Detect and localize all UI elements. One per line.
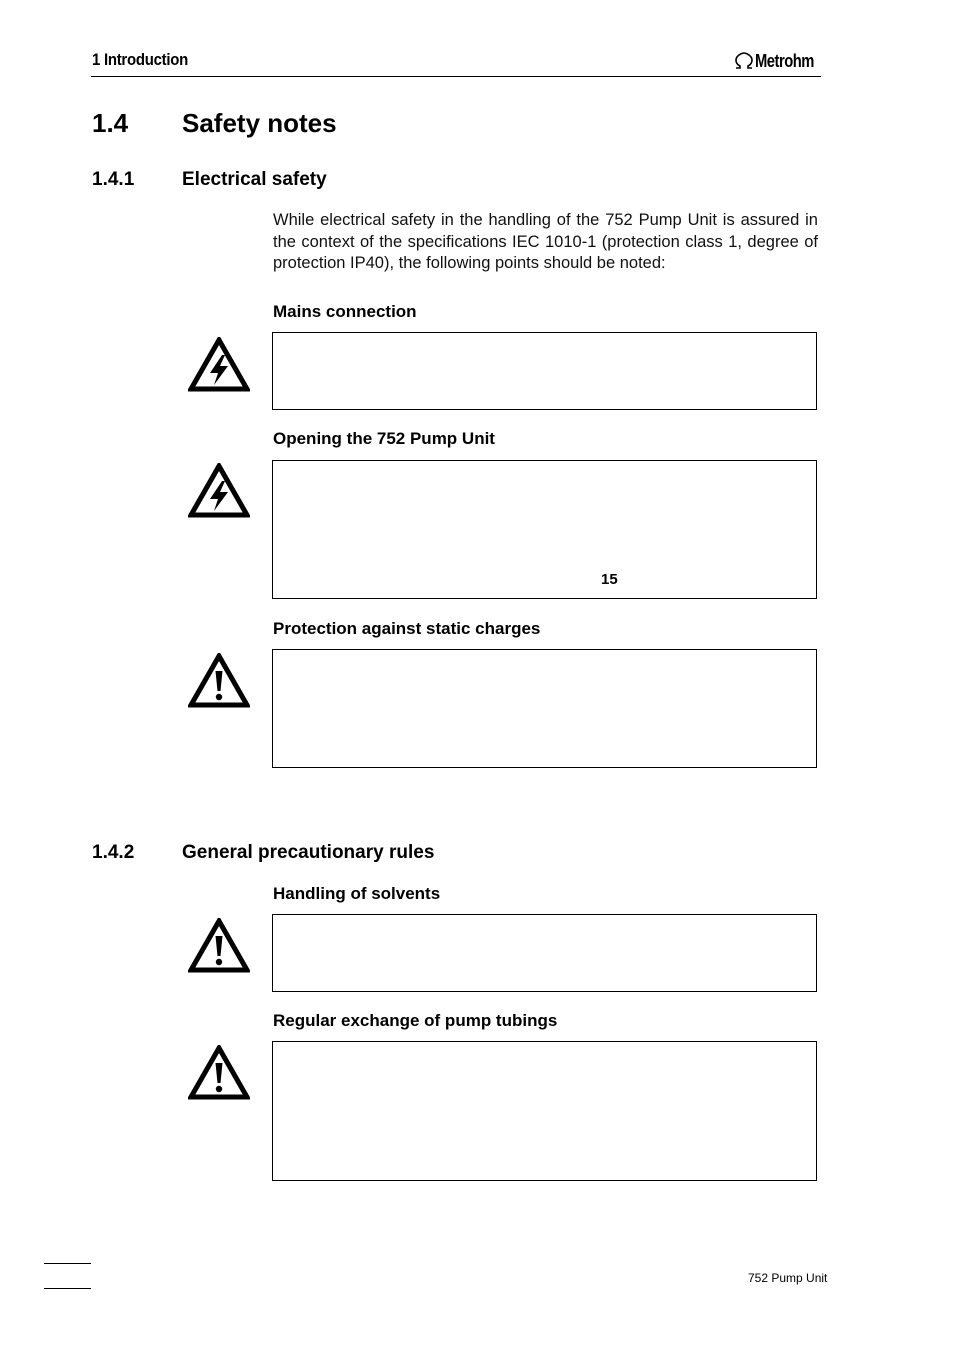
caution-warning-icon <box>188 1045 250 1101</box>
subsection-title-general: General precautionary rules <box>182 842 435 863</box>
subsection-number-electrical: 1.4.1 <box>92 169 135 190</box>
brand-name: Metrohm <box>755 50 814 71</box>
subsection-title-electrical: Electrical safety <box>182 169 327 190</box>
note-heading-opening: Opening the 752 Pump Unit <box>273 429 495 448</box>
note-box-mains <box>272 332 817 410</box>
section-number: 1.4 <box>92 108 129 138</box>
footer-product: 752 Pump Unit <box>748 1271 828 1285</box>
note-heading-tubings: Regular exchange of pump tubings <box>273 1011 558 1030</box>
section-title: Safety notes <box>182 108 337 138</box>
note-box-opening <box>272 460 817 599</box>
omega-logo-icon <box>733 51 755 71</box>
note-heading-static: Protection against static charges <box>273 619 541 638</box>
note-box-static <box>272 649 817 768</box>
caution-warning-icon <box>188 918 250 974</box>
footer-rule-bottom <box>44 1288 91 1289</box>
running-header-chapter: 1 Introduction <box>92 50 189 69</box>
note-heading-solvents: Handling of solvents <box>273 884 441 903</box>
metrohm-logo <box>733 50 827 72</box>
subsection-number-general: 1.4.2 <box>92 842 135 863</box>
intro-paragraph: While electrical safety in the handling of the 752 Pump Unit is assured in the context of the specifications IEC 1010-1 (protection class 1, degree of protection IP40), the following points should be noted: <box>273 211 818 272</box>
high-voltage-warning-icon <box>188 337 250 393</box>
note-box-tubings <box>272 1041 817 1181</box>
high-voltage-warning-icon <box>188 463 250 519</box>
note-box-solvents <box>272 914 817 992</box>
page-reference: 15 <box>601 571 618 588</box>
caution-warning-icon <box>188 653 250 709</box>
note-heading-mains: Mains connection <box>273 302 417 321</box>
footer-rule-top <box>44 1263 91 1264</box>
header-rule <box>91 76 821 77</box>
